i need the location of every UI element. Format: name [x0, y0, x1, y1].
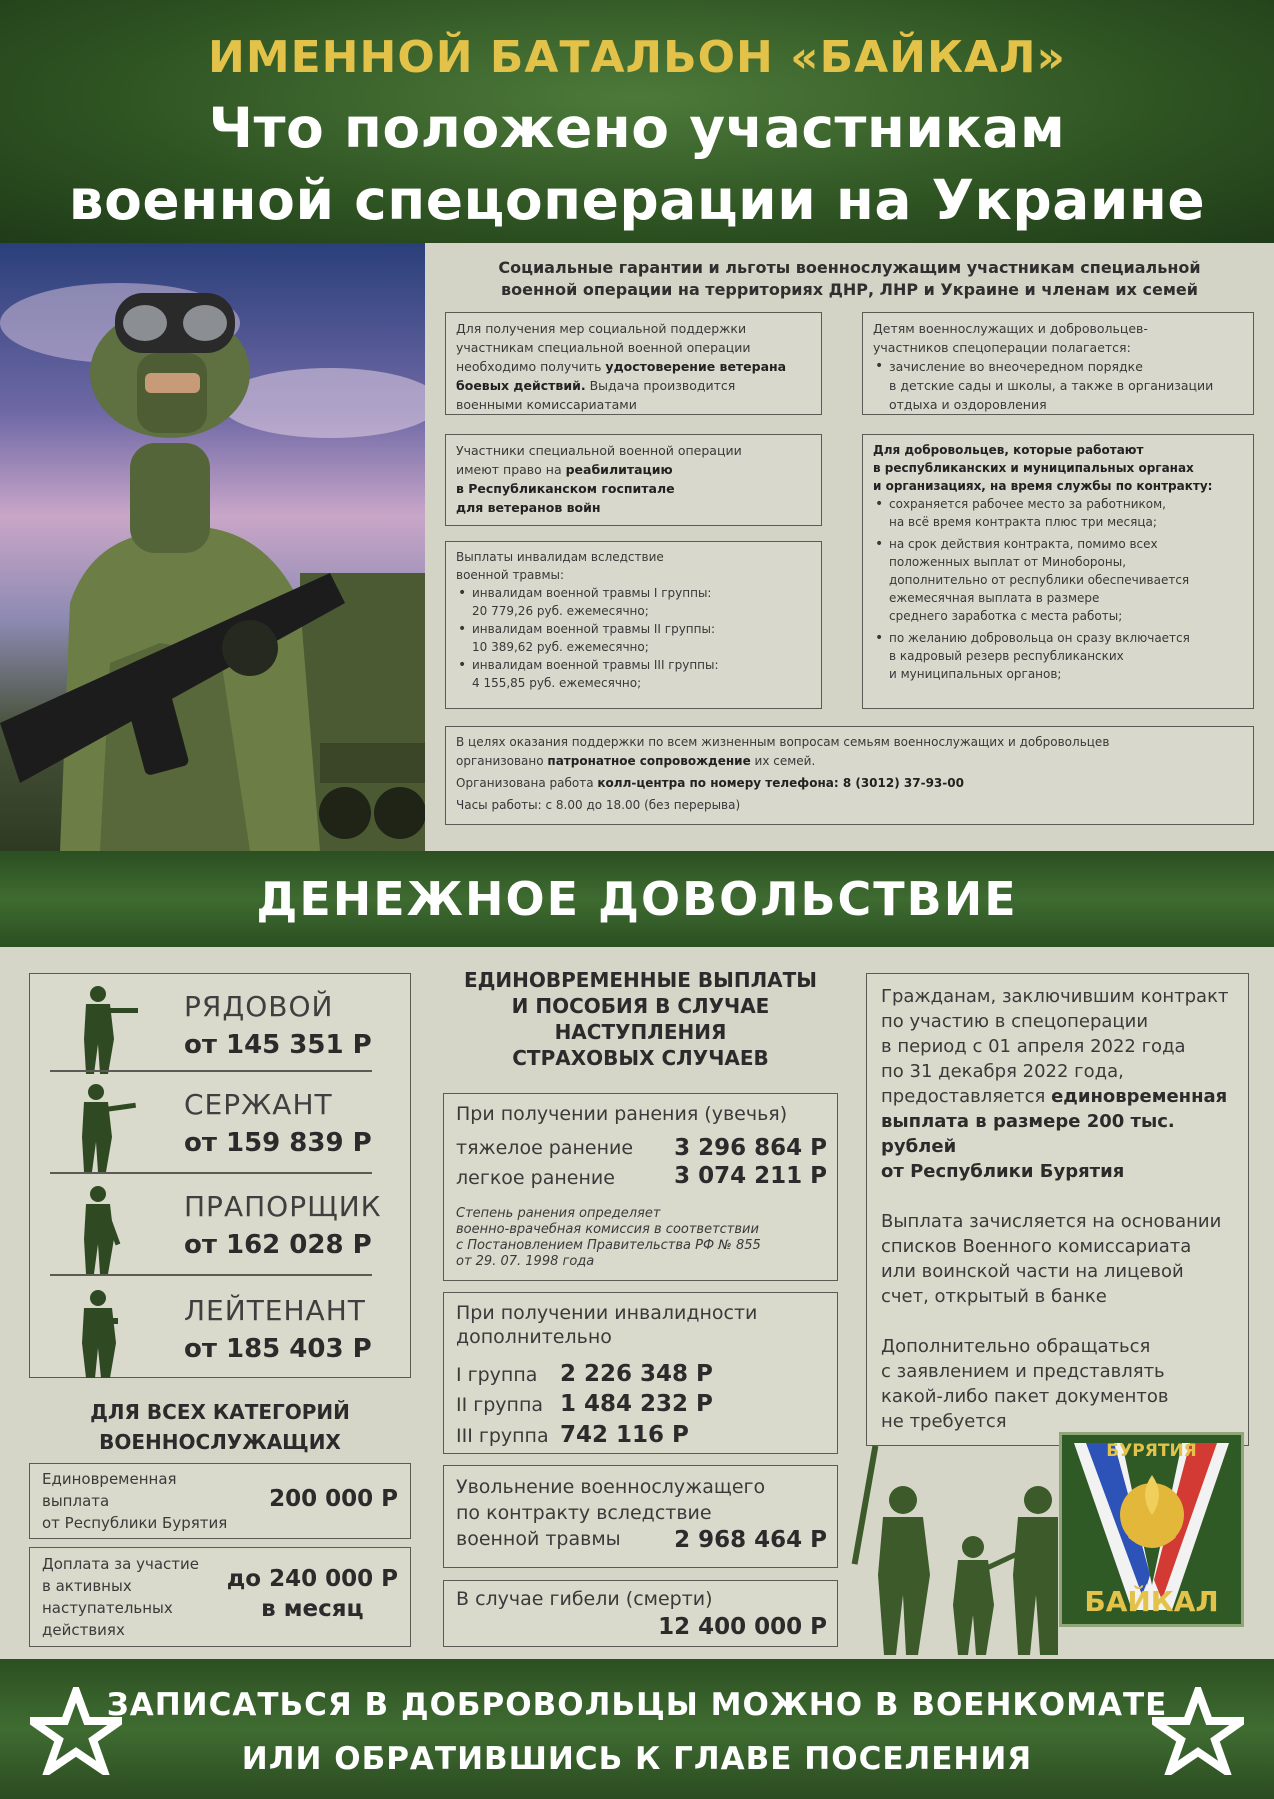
family-support-box: [445, 726, 1254, 825]
note-line: от 29. 07. 1998 года: [456, 1254, 595, 1269]
note-line: с Постановлением Правительства РФ № 855: [456, 1238, 761, 1253]
text-line: военными комиссариатами: [456, 397, 637, 412]
rank-name: ЛЕЙТЕНАНТ: [184, 1294, 366, 1327]
text-line: в активных: [42, 1577, 132, 1595]
wound-note: [456, 1206, 826, 1270]
rank-item: [50, 1178, 382, 1280]
text-line: [456, 752, 1243, 771]
group-1-value: 2 226 348 Р: [560, 1361, 713, 1387]
list-item: [873, 495, 1243, 531]
text: • зачисление во внеочередном порядке: [889, 359, 1143, 374]
bold-text: единовременная: [1051, 1086, 1228, 1107]
rank-pay: от 159 839 Р: [184, 1128, 372, 1158]
text-line: наступательных: [42, 1599, 173, 1617]
soldier-photo: [0, 243, 425, 851]
text-line: Выплаты инвалидам вследствие: [456, 550, 664, 564]
text-line: [456, 498, 811, 517]
bold-line: Для добровольцев, которые работают: [873, 443, 1144, 457]
disability-insurance-box: [443, 1292, 838, 1454]
divider: [50, 1070, 372, 1072]
text-line: Выплата зачисляется на основании: [881, 1211, 1222, 1232]
text-line: Увольнение военнослужащего: [456, 1476, 766, 1498]
text: и муниципальных органов;: [889, 667, 1062, 681]
text: 10 389,62 руб. ежемесячно;: [472, 640, 649, 654]
text-line: не требуется: [881, 1411, 1007, 1432]
text-line: Участники специальной военной операции: [456, 443, 742, 458]
volunteers-list: [873, 495, 1243, 683]
text-line: списков Военного комиссариата: [881, 1236, 1192, 1257]
page-title: [0, 92, 1274, 236]
dismissal-value: 2 968 464 Р: [674, 1527, 827, 1553]
text-line: действиях: [42, 1621, 125, 1639]
list-item: [456, 584, 811, 620]
heading-line: Социальные гарантии и льготы военнослужащим участникам специальной: [498, 258, 1201, 277]
text-line: [456, 479, 811, 498]
text-line: Доплата за участие: [42, 1555, 200, 1573]
disability-title: [456, 1301, 757, 1349]
bold-text: для ветеранов войн: [456, 500, 601, 515]
volunteers-heading: [873, 441, 1243, 495]
money-banner-title: ДЕНЕЖНОЕ ДОВОЛЬСТВИЕ: [256, 872, 1018, 926]
text-line: дополнительно: [456, 1326, 612, 1348]
volunteers-box: [862, 434, 1254, 709]
text: положенных выплат от Минобороны,: [889, 555, 1127, 569]
bold-text: выплата в размере 200 тыс. рублей: [881, 1111, 1175, 1157]
text: ежемесячная выплата в размере: [889, 591, 1100, 605]
veteran-certificate-box: [445, 312, 822, 415]
text-line: Дополнительно обращаться: [881, 1336, 1151, 1357]
bold-text: реабилитацию: [565, 462, 673, 477]
text-line: [456, 357, 811, 376]
soldier-silhouette-icon: [68, 984, 138, 1076]
severe-wound-label: тяжелое ранение: [456, 1137, 634, 1159]
all-categories-heading: [29, 1397, 411, 1457]
text: • на срок действия контракта, помимо всех: [889, 537, 1158, 551]
soldiers-silhouette-group: [848, 1425, 1058, 1659]
disability-list: [456, 584, 811, 692]
text: • инвалидам военной травмы I группы:: [472, 586, 712, 600]
title-line-2: военной спецоперации на Украине: [68, 168, 1206, 232]
light-wound-value: 3 074 211 Р: [674, 1163, 827, 1189]
bold-text: боевых действий.: [456, 378, 586, 393]
documents-paragraph: [881, 1334, 1234, 1434]
rank-item: [50, 1282, 372, 1384]
text-line: При получении инвалидности: [456, 1302, 758, 1324]
header: [0, 0, 1274, 243]
text: дополнительно от республики обеспечивается: [889, 573, 1190, 587]
rank-name: ПРАПОРЩИК: [184, 1190, 382, 1223]
text-line: выплата: [42, 1492, 110, 1510]
footer-line-2: ИЛИ ОБРАТИВШИСЬ К ГЛАВЕ ПОСЕЛЕНИЯ: [241, 1741, 1033, 1777]
lump-sum-box: [29, 1463, 411, 1539]
soldier-silhouette-icon: [68, 1288, 138, 1380]
phone-number: колл-центра по номеру телефона: 8 (3012) 37-93-00: [597, 776, 964, 790]
soldier-silhouette-icon: [68, 1184, 138, 1276]
heading-line: И ПОСОБИЯ В СЛУЧАЕ: [511, 994, 770, 1018]
text-line: или воинской части на лицевой: [881, 1261, 1184, 1282]
text: • инвалидам военной травмы II группы:: [472, 622, 715, 636]
bold-line: и организациях, на время службы по контракту:: [873, 479, 1213, 493]
battalion-name: ИМЕННОЙ БАТАЛЬОН «БАЙКАЛ»: [208, 32, 1066, 83]
text: 20 779,26 руб. ежемесячно;: [472, 604, 649, 618]
text: в детские сады и школы, а также в организации: [889, 378, 1214, 393]
emblem-bottom-text: БАЙКАЛ: [1084, 1585, 1219, 1618]
text-line: от Республики Бурятия: [42, 1514, 228, 1532]
bold-text: в Республиканском госпитале: [456, 481, 675, 496]
text: отдыха и оздоровления: [889, 397, 1047, 412]
army-star-icon: [1152, 1687, 1244, 1775]
heading-line: ВОЕННОСЛУЖАЩИХ: [99, 1430, 341, 1454]
text: • сохраняется рабочее место за работником,: [889, 497, 1166, 511]
group-2-label: II группа: [456, 1394, 544, 1416]
rank-pay: от 185 403 Р: [184, 1334, 372, 1364]
text-line: Детям военнослужащих и добровольцев-: [873, 321, 1148, 336]
text-line: с заявлением и представлять: [881, 1361, 1165, 1382]
wound-payments-box: [443, 1093, 838, 1281]
text-line: военной травмы: [456, 1528, 621, 1550]
text-line: участников спецоперации полагается:: [873, 340, 1131, 355]
text-line: по контракту вследствие: [456, 1502, 712, 1524]
rank-name: СЕРЖАНТ: [184, 1088, 333, 1121]
text-line: Единовременная: [42, 1470, 177, 1488]
text: имеют право на: [456, 462, 566, 477]
severe-wound-value: 3 296 864 Р: [674, 1135, 827, 1161]
text-line: счет, открытый в банке: [881, 1286, 1107, 1307]
divider: [50, 1172, 372, 1174]
text: в кадровый резерв республиканских: [889, 649, 1124, 663]
footer: [0, 1659, 1274, 1799]
heading-line: НАСТУПЛЕНИЯ: [554, 1020, 727, 1044]
text: Организована работа: [456, 776, 598, 790]
note-line: военно-врачебная комиссия в соответствии: [456, 1222, 759, 1237]
list-item: [456, 620, 811, 656]
note-line: Степень ранения определяет: [456, 1206, 661, 1221]
heading-line: ЕДИНОВРЕМЕННЫЕ ВЫПЛАТЫ: [463, 968, 818, 992]
text-line: в период с 01 апреля 2022 года: [881, 1036, 1186, 1057]
text: • инвалидам военной травмы III группы:: [472, 658, 719, 672]
bold-text: от Республики Бурятия: [881, 1161, 1125, 1182]
death-value: 12 400 000 Р: [658, 1614, 827, 1640]
group-2-value: 1 484 232 Р: [560, 1391, 713, 1417]
death-label: В случае гибели (смерти): [456, 1588, 713, 1610]
text-line: участникам специальной военной операции: [456, 340, 751, 355]
soldier-illustration: [0, 243, 425, 851]
working-hours: Часы работы: с 8.00 до 18.00 (без перерыва): [456, 798, 741, 812]
text: их семей.: [750, 754, 816, 768]
bold-text: патронатное сопровождение: [547, 754, 751, 768]
contract-info-box: [866, 973, 1249, 1446]
title-line-1: Что положено участникам: [208, 96, 1066, 160]
text-line: какой-либо пакет документов: [881, 1386, 1169, 1407]
guarantees-heading: [445, 257, 1254, 301]
bold-text: удостоверение ветерана: [605, 359, 787, 374]
heading-line: военной операции на территориях ДНР, ЛНР и Украине и членам их семей: [501, 280, 1198, 299]
text-line: В целях оказания поддержки по всем жизненным вопросам семьям военнослужащих и добровольцев: [456, 735, 1110, 749]
money-banner: [0, 851, 1274, 947]
emblem-top-text: БУРЯТИЯ: [1106, 1441, 1197, 1461]
wound-title: При получении ранения (увечья): [456, 1103, 788, 1125]
text: Выдача производится: [585, 378, 736, 393]
payment-paragraph: [881, 1209, 1234, 1309]
contract-paragraph: [881, 984, 1234, 1184]
combat-bonus-box: [29, 1547, 411, 1647]
guarantees-panel: [425, 243, 1274, 851]
text-line: Гражданам, заключившим контракт: [881, 986, 1229, 1007]
divider: [50, 1274, 372, 1276]
text: • по желанию добровольца он сразу включается: [889, 631, 1190, 645]
combat-bonus-label: [42, 1553, 199, 1641]
light-wound-label: легкое ранение: [456, 1167, 615, 1189]
list-item: [873, 357, 1243, 414]
rank-item: [50, 1076, 372, 1178]
pay-section: [0, 947, 1274, 1659]
list-item: [456, 656, 811, 692]
text-line: по 31 декабря 2022 года,: [881, 1061, 1124, 1082]
group-1-label: I группа: [456, 1364, 538, 1386]
dismissal-box: [443, 1465, 838, 1568]
bold-line: в республиканских и муниципальных органах: [873, 461, 1194, 475]
text-line: [456, 460, 811, 479]
list-item: [873, 629, 1243, 683]
lump-sum-label: [42, 1468, 227, 1534]
list-item: [873, 535, 1243, 625]
text: 4 155,85 руб. ежемесячно;: [472, 676, 642, 690]
rank-pay: от 145 351 Р: [184, 1030, 372, 1060]
text: на всё время контракта плюс три месяца;: [889, 515, 1157, 529]
value-line: до 240 000 Р: [226, 1566, 398, 1592]
ranks-box: [29, 973, 411, 1378]
heading-line: ДЛЯ ВСЕХ КАТЕГОРИЙ: [90, 1400, 350, 1424]
value-line: в месяц: [261, 1596, 364, 1622]
rank-name: РЯДОВОЙ: [184, 990, 334, 1023]
group-3-value: 742 116 Р: [560, 1422, 689, 1448]
rank-pay: от 162 028 Р: [184, 1230, 372, 1260]
insurance-heading: [443, 967, 838, 1071]
children-list: [873, 357, 1243, 414]
children-benefits-box: [862, 312, 1254, 415]
combat-bonus-value: [227, 1564, 398, 1624]
text: среднего заработка с места работы;: [889, 609, 1123, 623]
text: организовано: [456, 754, 548, 768]
text-line: по участию в спецоперации: [881, 1011, 1149, 1032]
death-payment-box: [443, 1580, 838, 1647]
text: предоставляется: [881, 1086, 1052, 1107]
text-line: [456, 774, 1243, 793]
text-line: военной травмы:: [456, 568, 565, 582]
text-line: Для получения мер социальной поддержки: [456, 321, 747, 336]
guarantees-section: [0, 243, 1274, 851]
heading-line: СТРАХОВЫХ СЛУЧАЕВ: [512, 1046, 769, 1070]
text-line: [456, 376, 811, 395]
text: необходимо получить: [456, 359, 606, 374]
footer-line-1: ЗАПИСАТЬСЯ В ДОБРОВОЛЬЦЫ МОЖНО В ВОЕНКОМАТЕ: [106, 1687, 1168, 1723]
rank-item: [50, 978, 372, 1080]
soldier-silhouette-icon: [68, 1082, 138, 1174]
baikal-emblem: [1059, 1432, 1244, 1627]
lump-sum-value: 200 000 Р: [269, 1486, 398, 1512]
disability-payments-box: [445, 541, 822, 709]
rehabilitation-box: [445, 434, 822, 526]
group-3-label: III группа: [456, 1425, 549, 1447]
